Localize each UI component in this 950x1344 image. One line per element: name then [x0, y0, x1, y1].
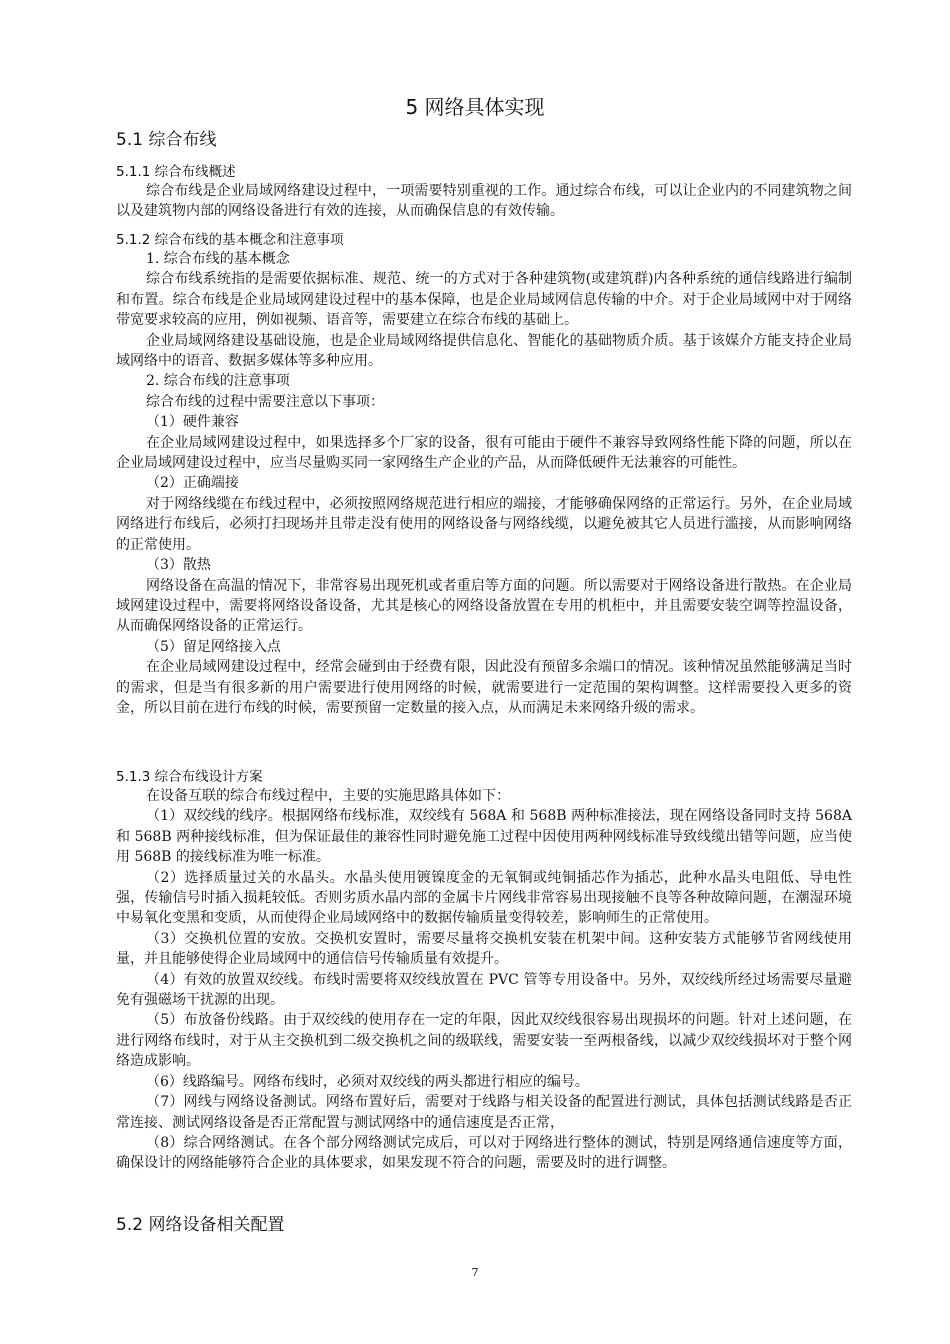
paragraph: （7）网线与网络设备测试。网络布置好后，需要对于线路与相关设备的配置进行测试，具体包括测试线路是否正常连接、测试网络设备是否正常配置与测试网络中的通信速度是否正常， [116, 1094, 852, 1131]
paragraph: 综合布线系统指的是需要依据标准、规范、统一的方式对于各种建筑物(或建筑群)内各种系统的通信线路进行编制和布置。综合布线是企业局域网建设过程中的基本保障，也是企业局域网信息传输的中介。对于企业局域网中对于网络带宽要求较高的应用，例如视频、语音等，需要建立在综合布线的基础上。 [116, 271, 852, 329]
paragraph: （4）有效的放置双绞线。布线时需要将双绞线放置在 PVC 管等专用设备中。另外，双绞线所经过场需要尽量避免有强磁场干扰源的出现。 [116, 971, 852, 1009]
paragraph: 在企业局域网建设过程中，如果选择多个厂家的设备，很有可能由于硬件不兼容导致网络性能下降的问题，所以在企业局域网建设过程中，应当尽量购买同一家网络生产企业的产品，从而降低硬件无法兼容的可能性。 [116, 434, 852, 472]
subsection-body-5-1-3 [116, 786, 852, 1174]
subsection-heading-5-1-2: 5.1.2 综合布线的基本概念和注意事项 [116, 232, 344, 248]
subsection-body-5-1-2 [116, 249, 852, 718]
subsection-body-5-1-1 [116, 181, 852, 222]
section-heading-5-1: 5.1 综合布线 [116, 130, 217, 150]
paragraph: （5）布放备份线路。由于双绞线的使用存在一定的年限，因此双绞线很容易出现损坏的问题。针对上述问题，在进行网络布线时，对于从主交换机到二级交换机之间的级联线，需要安装一至两根备线，以减少双绞线损坏对于整个网络造成影响。 [116, 1012, 852, 1070]
paragraph: （8）综合网络测试。在各个部分网络测试完成后，可以对于网络进行整体的测试，特别是网络通信速度等方面，确保设计的网络能够符合企业的具体要求，如果发现不符合的问题，需要及时的进行调整。 [116, 1134, 852, 1172]
paragraph: 在设备互联的综合布线过程中，主要的实施思路具体如下： [146, 788, 510, 804]
paragraph: 综合布线是企业局域网络建设过程中，一项需要特别重视的工作。通过综合布线，可以让企业内的不同建筑物之间以及建筑物内部的网络设备进行有效的连接，从而确保信息的有效传输。 [116, 183, 852, 220]
paragraph: （3）交换机位置的安放。交换机安置时，需要尽量将交换机安装在机架中间。这种安装方式能够节省网线使用量，并且能够使得企业局域网中的通信信号传输质量有效提升。 [116, 930, 852, 968]
paragraph: （2）选择质量过关的水晶头。水晶头使用镀镍度金的无氧铜或纯铜插芯作为插芯，此种水晶头电阻低、导电性强，传输信号时插入损耗较低。否则劣质水晶内部的金属卡片网线非常容易出现接触不良等各种故障问题，在潮湿环境中易氧化变黑和变质，从而使得企业局域网络中的数据传输质量变得较差，影响师生的正常使用。 [116, 869, 852, 927]
paragraph: （1）硬件兼容 [146, 414, 239, 431]
page-number: 7 [471, 1266, 479, 1279]
paragraph: 企业局域网络建设基础设施，也是企业局域网络提供信息化、智能化的基础物质介质。基于该媒介方能支持企业局域网络中的语音、数据多媒体等多种应用。 [116, 332, 852, 370]
paragraph: 2. 综合布线的注意事项 [146, 373, 290, 390]
section-heading-5-2: 5.2 网络设备相关配置 [116, 1215, 285, 1235]
paragraph: 综合布线的过程中需要注意以下事项： [146, 393, 384, 410]
paragraph: （5）留足网络接入点 [146, 638, 281, 655]
paragraph: 对于网络线缆在布线过程中，必须按照网络规范进行相应的端接，才能够确保网络的正常运行。另外，在企业局域网络进行布线后，必须打扫现场并且带走没有使用的网络设备与网络线缆，以避免被其它人员进行滥接，从而影响网络的正常使用。 [116, 495, 852, 553]
subsection-heading-5-1-1: 5.1.1 综合布线概述 [116, 164, 236, 180]
paragraph: （1）双绞线的线序。根据网络布线标准，双绞线有 568A 和 568B 两种标准接法，现在网络设备同时支持 568A 和 568B 两种接线标准，但为保证最佳的兼容性同时避免施工过程中因使用两种网线标准导致线缆出错等问题，应当使用 568B 的接线标准为唯一标准。 [116, 808, 852, 866]
paragraph: 在企业局域网建设过程中，经常会碰到由于经费有限，因此没有预留多余端口的情况。该种情况虽然能够满足当时的需求，但是当有很多新的用户需要进行使用网络的时候，就需要进行一定范围的架构调整。这样需要投入更多的资金，所以目前在进行布线的时候，需要预留一定数量的接入点，从而满足未来网络升级的需求。 [116, 659, 852, 716]
paragraph: 网络设备在高温的情况下，非常容易出现死机或者重启等方面的问题。所以需要对于网络设备进行散热。在企业局域网建设过程中，需要将网络设备设备，尤其是核心的网络设备放置在专用的机柜中，并且需要安装空调等控温设备，从而确保网络设备的正常运行。 [116, 577, 852, 635]
chapter-title: 5 网络具体实现 [405, 95, 545, 119]
paragraph: 1. 综合布线的基本概念 [146, 251, 290, 267]
paragraph: （2）正确端接 [146, 475, 239, 492]
paragraph: （3）散热 [146, 557, 211, 574]
paragraph: （6）线路编号。网络布线时，必须对双绞线的两头都进行相应的编号。 [146, 1073, 589, 1090]
subsection-heading-5-1-3: 5.1.3 综合布线设计方案 [116, 769, 263, 785]
